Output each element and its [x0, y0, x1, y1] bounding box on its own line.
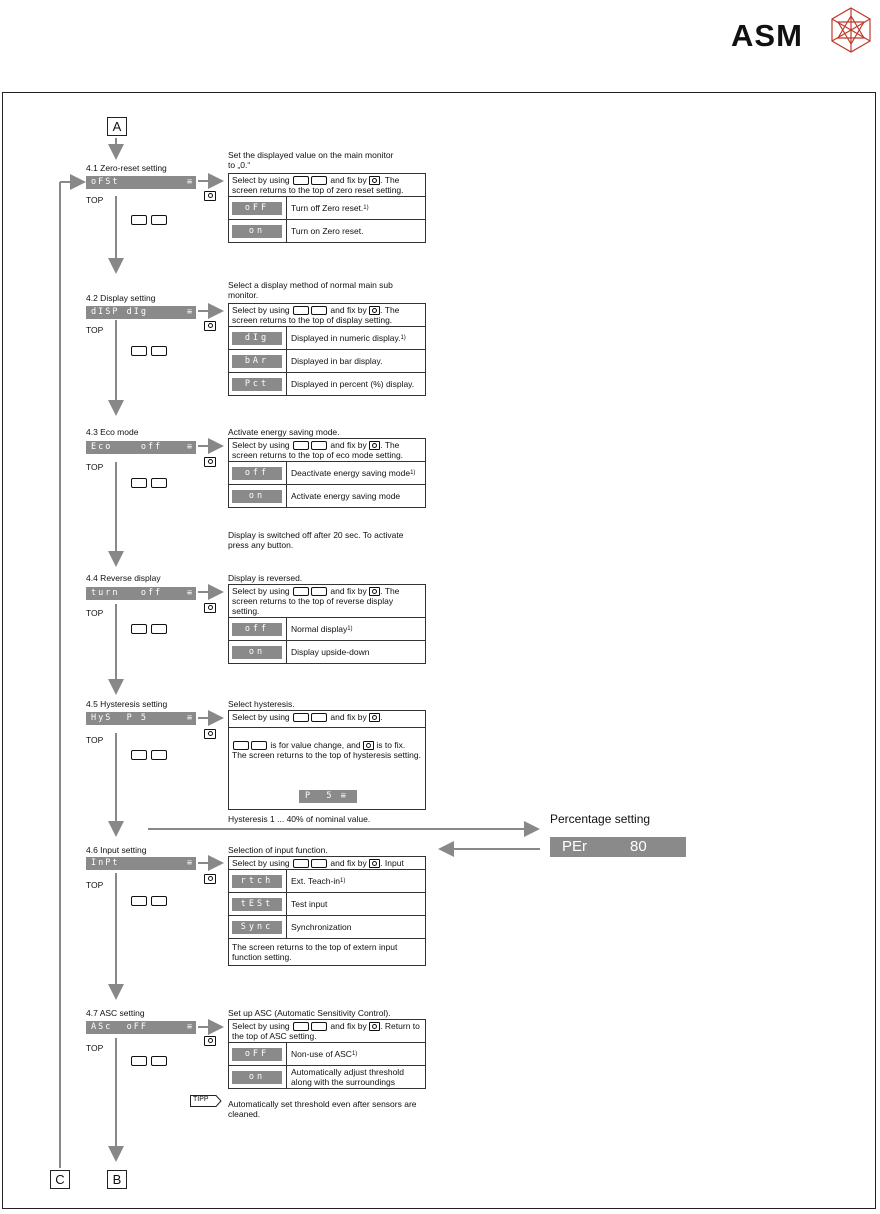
section-intro: Set up ASC (Automatic Sensitivity Control). [228, 1008, 391, 1018]
option-row: off Deactivate energy saving mode 1) [229, 462, 425, 485]
lcd-display: InPt ≡ [86, 857, 196, 870]
section-intro: Activate energy saving mode. [228, 427, 340, 437]
percentage-display: PEr 80 [550, 837, 686, 857]
lcd-display: oFSt ≡ [86, 176, 196, 189]
section-title: 4.6 Input setting [86, 845, 147, 855]
top-label: TOP [86, 1043, 104, 1053]
options-box [228, 303, 426, 396]
option-row: tESt Test input [229, 893, 425, 916]
option-row: oFF Turn off Zero reset. 1) [229, 197, 425, 220]
top-label: TOP [86, 462, 104, 472]
options-box [228, 856, 426, 966]
nav-buttons-icon [131, 621, 171, 639]
mini-display: P 5 ≡ [299, 790, 357, 803]
section-intro: Selection of input function. [228, 845, 328, 855]
nav-buttons-icon [131, 212, 171, 230]
marker-a: A [107, 117, 127, 136]
section-footnote: Hysteresis 1 ... 40% of nominal value. [228, 814, 371, 824]
section-title: 4.4 Reverse display [86, 573, 161, 583]
left-key-icon [293, 306, 309, 315]
nav-buttons-icon [131, 893, 171, 911]
brand-name: ASM [731, 18, 803, 53]
top-label: TOP [86, 195, 104, 205]
option-row: off Normal display 1) [229, 618, 425, 641]
section-title: 4.3 Eco mode [86, 427, 139, 437]
section-footnote: Display is switched off after 20 sec. To activate press any button. [228, 530, 404, 550]
section-title: 4.5 Hysteresis setting [86, 699, 168, 709]
section-title: 4.7 ASC setting [86, 1008, 145, 1018]
ok-button-icon [204, 1036, 216, 1046]
options-box [228, 438, 426, 508]
options-box [228, 1019, 426, 1089]
section-intro: Display is reversed. [228, 573, 303, 583]
nav-buttons-icon [131, 343, 171, 361]
marker-c: C [50, 1170, 70, 1189]
ok-button-icon [204, 457, 216, 467]
option-row: on Turn on Zero reset. [229, 220, 425, 242]
options-head: Select by using and fix by . Return to the top of ASC setting. [229, 1020, 425, 1043]
ok-key-icon [369, 176, 380, 185]
section-intro: Select hysteresis. [228, 699, 295, 709]
right-key-icon [311, 176, 327, 185]
ok-button-icon [204, 321, 216, 331]
top-label: TOP [86, 325, 104, 335]
nav-buttons-icon [131, 475, 171, 493]
option-row: rtch Ext. Teach-in 1) [229, 870, 425, 893]
tipp-tag: TIPP [190, 1094, 220, 1105]
option-row: on Display upside-down [229, 641, 425, 663]
section-title: 4.2 Display setting [86, 293, 156, 303]
marker-b: B [107, 1170, 127, 1189]
section-title: 4.1 Zero-reset setting [86, 163, 167, 173]
ok-button-icon [204, 191, 216, 201]
options-head: Select by using and fix by . The screen returns to the top of reverse display setting. [229, 585, 425, 618]
section-intro: Set the displayed value on the main monitor to „0.“ [228, 150, 394, 170]
lcd-display: HyS P 5 ≡ [86, 712, 196, 725]
option-row: on Automatically adjust threshold along with the surroundings [229, 1066, 425, 1088]
option-row: on Activate energy saving mode [229, 485, 425, 507]
options-head: Select by using and fix by . The screen returns to the top of display setting. [229, 304, 425, 327]
option-row: Sync Synchronization [229, 916, 425, 939]
lcd-display: ASc oFF ≡ [86, 1021, 196, 1034]
tip-text: Automatically set threshold even after sensors are cleaned. [228, 1099, 417, 1119]
ok-button-icon [204, 729, 216, 739]
options-head: Select by using and fix by . [229, 711, 425, 728]
hysteresis-body: is for value change, and is to fix. The screen returns to the top of hysteresis setting. [232, 740, 421, 761]
percentage-label: Percentage setting [550, 812, 651, 826]
section-closing: The screen returns to the top of extern input function setting. [232, 942, 398, 963]
options-head: Select by using and fix by . The screen returns to the top of eco mode setting. [229, 439, 425, 462]
lcd-display: Eco off ≡ [86, 441, 196, 454]
right-key-icon [311, 306, 327, 315]
lcd-display: turn off ≡ [86, 587, 196, 600]
ok-key-icon [369, 306, 380, 315]
ok-button-icon [204, 603, 216, 613]
options-box [228, 173, 426, 243]
option-row: oFF Non-use of ASC 1) [229, 1043, 425, 1066]
option-row: Pct Displayed in percent (%) display. [229, 373, 425, 395]
top-label: TOP [86, 880, 104, 890]
options-box [228, 710, 426, 810]
ok-button-icon [204, 874, 216, 884]
top-label: TOP [86, 735, 104, 745]
options-head: Select by using and fix by . The screen returns to the top of zero reset setting. [229, 174, 425, 197]
nav-buttons-icon [131, 1053, 171, 1071]
option-row: bAr Displayed in bar display. [229, 350, 425, 373]
left-key-icon [293, 176, 309, 185]
options-box [228, 584, 426, 664]
option-row: dIg Displayed in numeric display. 1) [229, 327, 425, 350]
section-intro: Select a display method of normal main sub monitor. [228, 280, 393, 300]
lcd-display: dISP dIg ≡ [86, 306, 196, 319]
options-head: Select by using and fix by . Input [229, 857, 425, 870]
nav-buttons-icon [131, 747, 171, 765]
top-label: TOP [86, 608, 104, 618]
